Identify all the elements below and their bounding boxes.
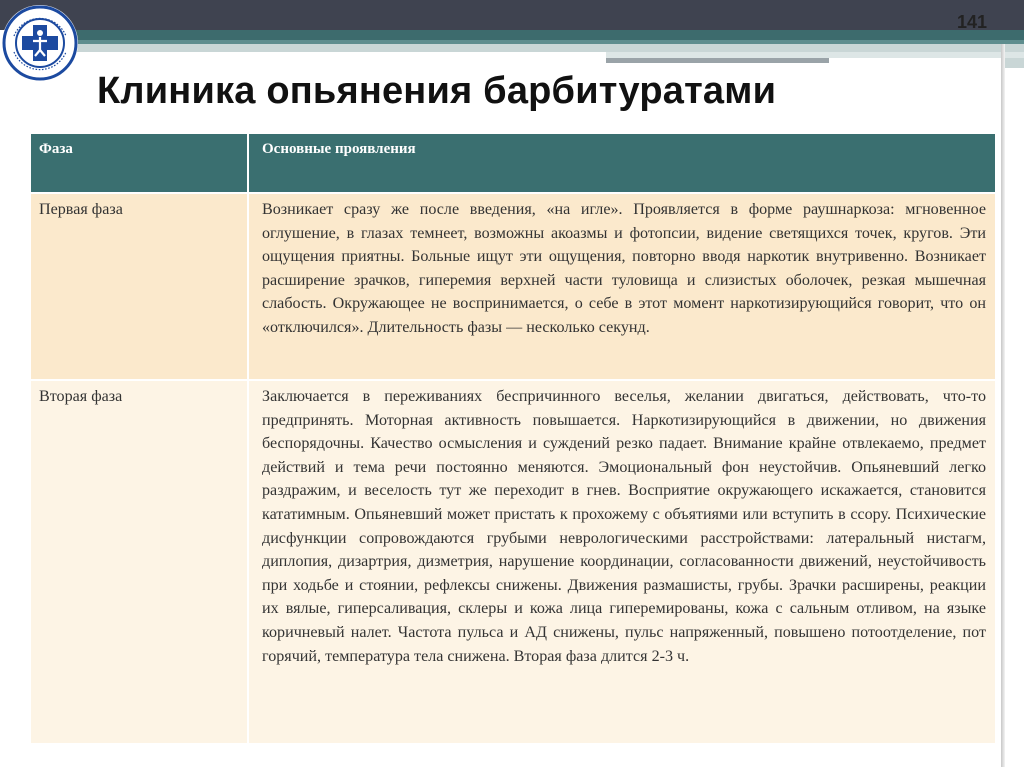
phase-cell: Первая фаза (31, 193, 248, 380)
page-number: 141 (956, 12, 988, 32)
right-edge-shadow (1001, 44, 1005, 767)
table-header-row (31, 134, 995, 193)
header-band-light (60, 44, 1024, 52)
column-header-manifestations: Основные проявления (248, 134, 995, 193)
header-band-gray (606, 58, 829, 63)
header-band-teal (60, 30, 1024, 40)
description-cell: Заключается в переживаниях беспричинного веселья, желании двигаться, действовать, что-то предпринять. Моторная активность повышается. Наркотизирующийся в движении, но движения беспорядочны. Качество осмысления и суждений резко падает. Внимание крайне отвлекаемо, предмет действий и тема речи постоянно меняются. Эмоциональный фон неустойчив. Опьяневший легко раздражим, и веселость тут же переходит в гнев. Восприятие окружающего искажается, становится кататимным. Опьяневший может пристать к прохожему с объятиями или вступить в ссору. Психические дисфункции сопровождаются грубыми неврологическими расстройствами: латеральный нистагм, диплопия, дизартрия, дизметрия, нарушение координации, согласованности движений, неустойчивость при ходьбе и стоянии, рефлексы снижены. Движения размашисты, грубы. Зрачки расширены, реакции их вялые, гиперсаливация, склеры и кожа лица гиперемированы, кожа с сальным отливом, на языке коричневый налет. Частота пульса и АД снижены, пульс напряженный, повышено потоотделение, пот горячий, температура тела снижена. Вторая фаза длится 2-3 ч. (248, 380, 995, 744)
slide-title: Клиника опьянения барбитуратами (97, 70, 777, 112)
phase-cell: Вторая фаза (31, 380, 248, 744)
description-cell: Возникает сразу же после введения, «на игле». Проявляется в форме раушнаркоза: мгновенное оглушение, в глазах темнеет, возможны акоазмы и фотопсии, видение светящихся точек, кругов. Эти ощущения приятны. Больные ищут эти ощущения, повторно вводя наркотик внутривенно. Возникает расширение зрачков, гиперемия верхней части туловища и слизистых оболочек, резкая мышечная слабость. Окружающее не воспринимается, о себе в этот момент наркотизирующийся говорит, что он «отключился». Длительность фазы — несколько секунд. (248, 193, 995, 380)
table-row (31, 193, 995, 380)
header-band-dark (0, 0, 1024, 30)
header-band-right-accent (1004, 58, 1024, 68)
column-header-phase: Фаза (31, 134, 248, 193)
medical-cross-emblem-icon (0, 0, 84, 86)
table-row (31, 380, 995, 744)
phases-table (31, 134, 995, 745)
